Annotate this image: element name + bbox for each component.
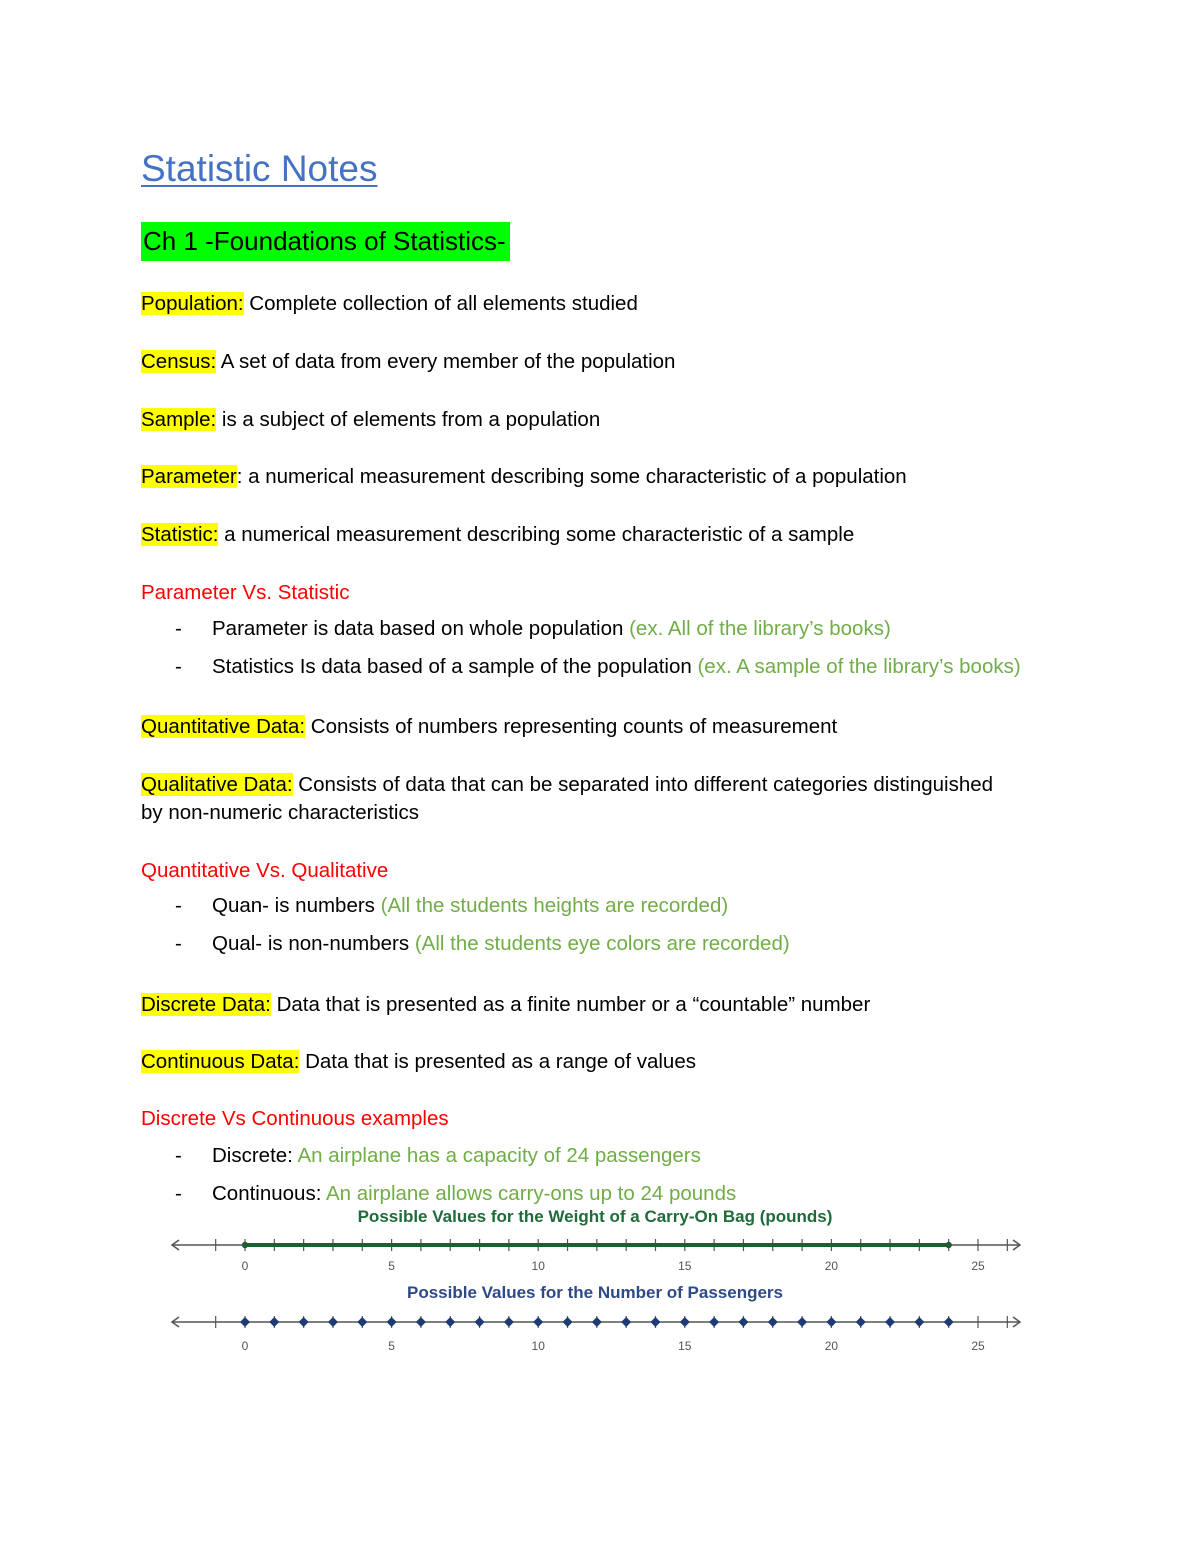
bullet-dash: - [175,617,182,640]
data-point [826,1317,836,1327]
definition-census [141,348,675,376]
data-point [269,1317,279,1327]
definition-text: Consists of numbers representing counts of measurement [305,715,838,738]
definition-text: Complete collection of all elements studied [243,292,638,315]
definition-text: Consists of data that can be separated into different categories distinguished [292,773,994,796]
tick-label: 5 [388,1259,395,1273]
data-point [914,1317,924,1327]
data-point [621,1317,631,1327]
bullet-item [212,1142,701,1170]
bullet-item [212,930,790,958]
data-point [797,1317,807,1327]
definition-quantitative-data [141,713,837,741]
section-heading: Parameter Vs. Statistic [141,581,350,604]
definition-text: a numerical measurement describing some characteristic of a sample [218,523,855,546]
data-point [445,1317,455,1327]
definition-sample [141,406,600,434]
definition-text-continued: by non-numeric characteristics [141,801,419,824]
bullet-text: Discrete: [212,1144,298,1167]
bullet-text: Quan- is numbers [212,894,381,917]
definition-discrete-data [141,991,870,1019]
tick-label: 25 [971,1259,985,1273]
data-point [387,1317,397,1327]
definition-term: Population: [141,292,244,315]
tick-label: 20 [824,1259,839,1273]
data-point [738,1317,748,1327]
data-point [328,1317,338,1327]
bullet-example: An airplane has a capacity of 24 passengers [297,1144,701,1167]
bullet-text: Parameter is data based on whole population [212,617,630,640]
section-heading: Quantitative Vs. Qualitative [141,859,389,882]
tick-label: 10 [531,1259,545,1273]
definition-term: Census: [141,350,217,373]
chart-title: Possible Values for the Number of Passengers [406,1283,784,1302]
bullet-text: Continuous: [212,1182,326,1205]
segment-endpoint [242,1242,248,1248]
chapter-heading: Ch 1 -Foundations of Statistics- [141,222,510,261]
definition-qualitative-data [141,771,993,799]
tick-label: 15 [678,1259,692,1273]
segment-endpoint [945,1242,951,1248]
definition-term: Sample: [141,408,217,431]
bullet-dash: - [175,1144,182,1167]
data-point [240,1317,250,1327]
definition-text: is a subject of elements from a population [216,408,601,431]
definition-term: Qualitative Data: [141,773,293,796]
definition-term: Quantitative Data: [141,715,306,738]
data-point [299,1317,309,1327]
data-point [592,1317,602,1327]
section-heading: Discrete Vs Continuous examples [141,1107,449,1130]
definition-text: : a numerical measurement describing some characteristic of a population [236,465,907,488]
bullet-example: (ex. A sample of the library’s books) [697,655,1021,678]
bullet-example: An airplane allows carry-ons up to 24 pounds [325,1182,737,1205]
bullet-text: Statistics Is data based of a sample of the population [212,655,698,678]
tick-label: 0 [241,1339,249,1353]
tick-label: 25 [971,1339,985,1353]
definition-population [141,290,638,318]
data-point [504,1317,514,1327]
number-line-charts [0,1200,1200,1370]
definition-term: Discrete Data: [141,993,271,1016]
data-point [416,1317,426,1327]
bullet-example: (ex. All of the library’s books) [629,617,891,640]
bullet-item [212,615,891,643]
bullet-item [212,653,1021,681]
page-title: Statistic Notes [141,148,378,189]
bullet-dash: - [175,1182,182,1205]
tick-label: 10 [531,1339,545,1353]
bullet-dash: - [175,894,182,917]
definition-term: Parameter [141,465,237,488]
bullet-item [212,892,728,920]
data-point [885,1317,895,1327]
definition-text: Data that is presented as a finite number or a “countable” number [270,993,871,1016]
data-point [709,1317,719,1327]
bullet-dash: - [175,932,182,955]
tick-label: 5 [388,1339,395,1353]
data-point [357,1317,367,1327]
bullet-example: (All the students eye colors are recorded) [414,932,790,955]
definition-text: A set of data from every member of the population [216,350,676,373]
tick-label: 20 [824,1339,839,1353]
bullet-text: Qual- is non-numbers [212,932,415,955]
bullet-dash: - [175,655,182,678]
data-point [944,1317,954,1327]
chart-title: Possible Values for the Weight of a Carry-On Bag (pounds) [357,1207,833,1226]
bullet-example: (All the students heights are recorded) [380,894,729,917]
definition-term: Statistic: [141,523,219,546]
data-point [475,1317,485,1327]
data-point [533,1317,543,1327]
definition-text: Data that is presented as a range of values [299,1050,696,1073]
definition-statistic [141,521,854,549]
definition-parameter [141,463,907,491]
tick-label: 0 [241,1259,249,1273]
data-point [650,1317,660,1327]
data-point [856,1317,866,1327]
definition-continuous-data [141,1048,696,1076]
definition-term: Continuous Data: [141,1050,300,1073]
data-point [768,1317,778,1327]
tick-label: 15 [678,1339,692,1353]
data-point [563,1317,573,1327]
data-point [680,1317,690,1327]
